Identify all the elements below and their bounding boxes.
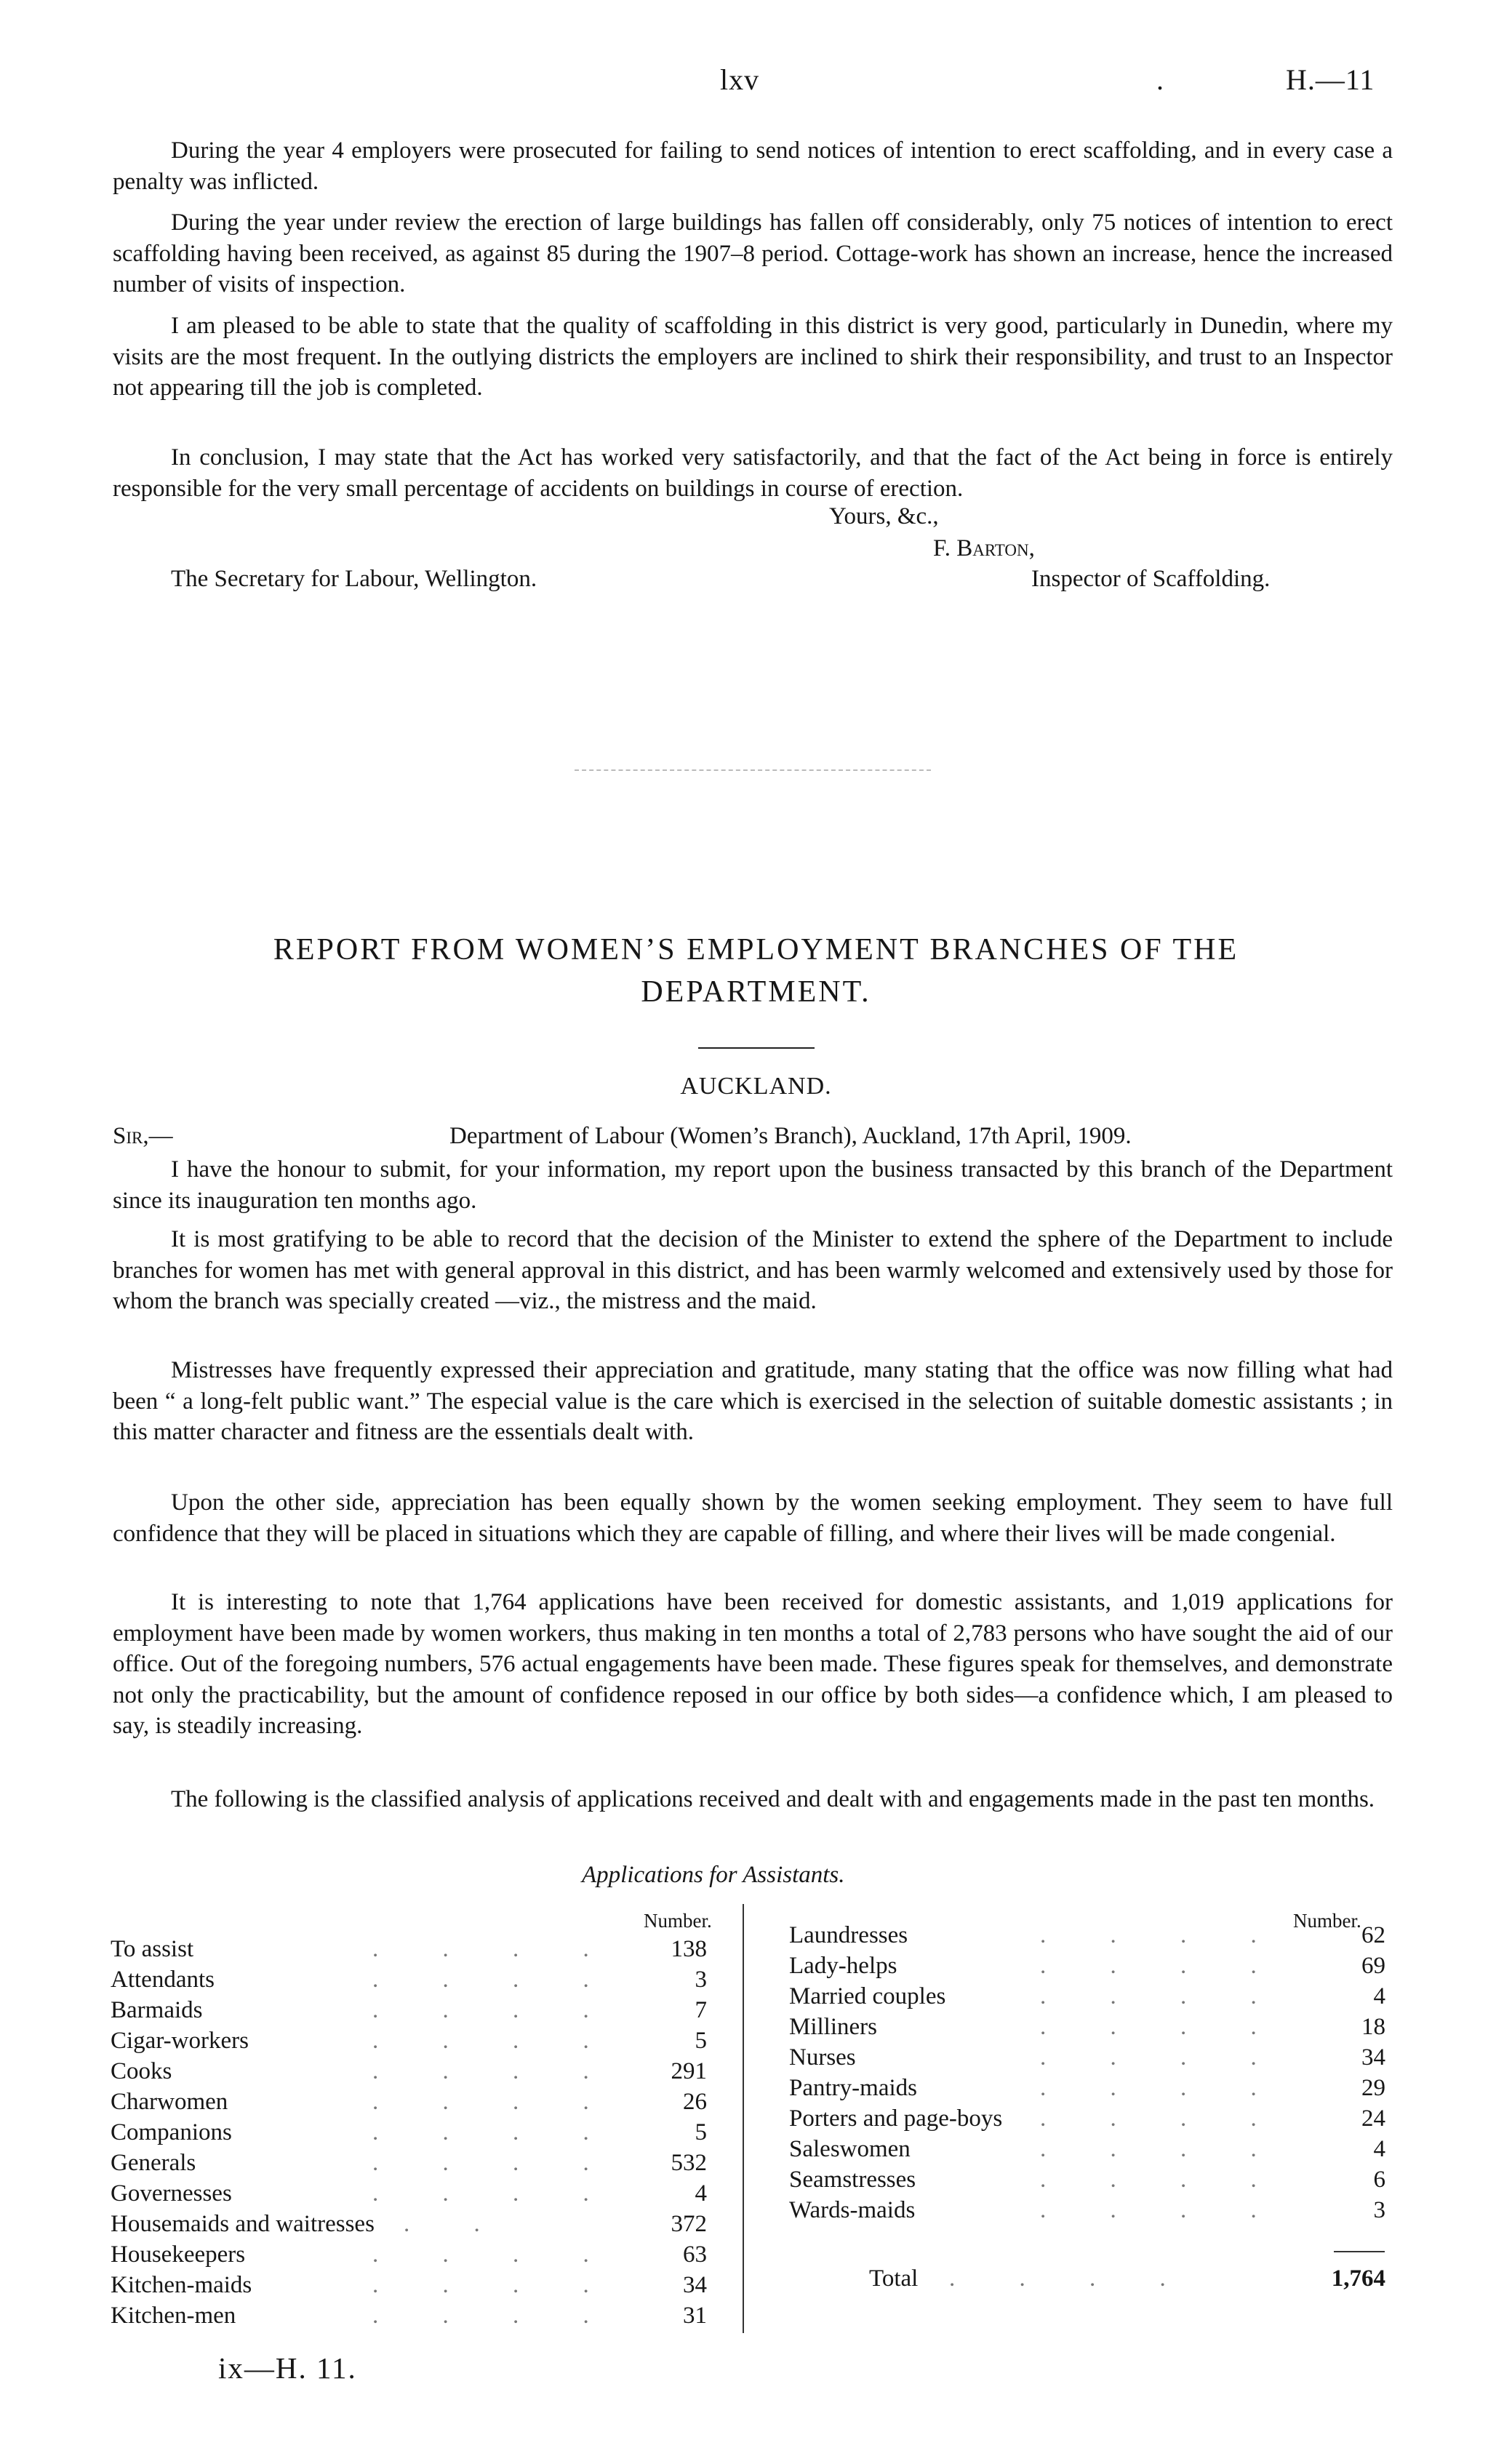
row-label: Governesses xyxy=(111,2180,232,2207)
total-label: Total xyxy=(869,2265,919,2292)
row-label: Kitchen-maids xyxy=(111,2272,252,2298)
report-paragraph: It is most gratifying to be able to record that the decision of the Minister to extend the sphere of the Department to include branches for women has met with general approval in this district, and has been warmly welcomed and extensively used by those for whom the branch was specially created —viz., the mistress and the maid. xyxy=(113,1226,1393,1314)
signatory-title: Inspector of Scaffolding. xyxy=(1031,566,1271,592)
report-paragraph: I have the honour to submit, for your information, my report upon the business transacted by this branch of the Department since its inauguration ten months ago. xyxy=(113,1156,1393,1214)
paper-reference: H.—11 xyxy=(1286,63,1375,96)
report-title-line-1: REPORT FROM WOMEN’S EMPLOYMENT BRANCHES OF THE xyxy=(273,933,1239,967)
table-row xyxy=(111,2025,707,2056)
table-row xyxy=(789,1920,1385,1951)
row-value: 291 xyxy=(671,2058,707,2084)
table-row xyxy=(111,2148,707,2178)
table-row xyxy=(111,2209,707,2239)
row-label: Nurses xyxy=(789,2044,856,2071)
table-caption: Applications for Assistants. xyxy=(582,1862,845,1888)
scaffolding-paragraph: During the year 4 employers were prosecuted for failing to send notices of intention to erect scaffolding, and in every case a penalty was inflicted. xyxy=(113,137,1393,195)
row-label: Saleswomen xyxy=(789,2136,911,2162)
row-value: 63 xyxy=(683,2241,707,2268)
row-value: 31 xyxy=(683,2303,707,2329)
left-number-header: Number. xyxy=(644,1910,712,1932)
row-value: 3 xyxy=(1373,2197,1385,2223)
report-paragraph: Upon the other side, appreciation has been equally shown by the women seeking employment. They seem to have full confidence that they will be placed in situations which they are capable of filling, and where their lives will be made congenial. xyxy=(113,1489,1393,1547)
table-row xyxy=(789,2012,1385,2042)
total-value: 1,764 xyxy=(1331,2265,1385,2292)
table-row xyxy=(789,1981,1385,2012)
report-paragraph: Mistresses have frequently expressed their appreciation and gratitude, many stating that the office was now filling what had been “ a long-felt public want.” The especial value is the care which is exercised in the selection of suitable domestic assistants ; in this matter character and fitness are the essentials dealt with. xyxy=(113,1357,1393,1445)
scaffolding-paragraph: During the year under review the erection of large buildings has fallen off considerably, only 75 notices of intention to erect scaffolding having been received, as against 85 during the 1907–8 period. Cottage-work has shown an increase, hence the increased number of visits of inspection. xyxy=(113,209,1393,297)
table-row xyxy=(111,2270,707,2300)
row-value: 29 xyxy=(1361,2075,1385,2101)
report-title-line-2: DEPARTMENT. xyxy=(641,975,871,1009)
leader-dots: . . . . xyxy=(1040,2167,1286,2193)
table-row xyxy=(789,2134,1385,2164)
page-number: lxv xyxy=(720,63,760,96)
table-row xyxy=(789,2103,1385,2134)
row-label: Laundresses xyxy=(789,1922,908,1948)
addressee: The Secretary for Labour, Wellington. xyxy=(171,566,537,592)
row-value: 5 xyxy=(695,2119,707,2145)
table-row xyxy=(789,2042,1385,2073)
leader-dots: . . . . xyxy=(1040,1953,1286,1979)
row-value: 26 xyxy=(683,2089,707,2115)
leader-dots: . . . . xyxy=(1040,2044,1286,2071)
row-value: 4 xyxy=(695,2180,707,2207)
table-row xyxy=(111,2087,707,2117)
header-dot: . xyxy=(1156,63,1164,96)
row-label: Charwomen xyxy=(111,2089,228,2115)
row-value: 5 xyxy=(695,2028,707,2054)
row-label: Wards-maids xyxy=(789,2197,916,2223)
column-divider xyxy=(743,1904,744,2333)
row-value: 3 xyxy=(695,1967,707,1993)
leader-dots: . . . . xyxy=(1040,2075,1286,2101)
section-heading: AUCKLAND. xyxy=(680,1073,832,1100)
table-row xyxy=(111,1964,707,1995)
row-label: Seamstresses xyxy=(789,2167,916,2193)
leader-dots: . . xyxy=(404,2211,509,2237)
row-label: Porters and page-boys xyxy=(789,2105,1003,2132)
section-divider xyxy=(575,769,931,771)
report-paragraph: It is interesting to note that 1,764 applications have been received for domestic assistants, and 1,019 applications for employment have been made by women workers, thus making in ten months a total of 2,783 persons who have sought the aid of our office. Out of the foregoing numbers, 576 actual engagements have been made. These figures speak for themselves, and demonstrate not only the practicability, but the amount of confidence reposed in our office by both sides—a confidence which, I am pleased to say, is steadily increasing. xyxy=(113,1589,1393,1739)
leader-dots: . . . . xyxy=(372,2180,618,2207)
row-label: To assist xyxy=(111,1936,194,1962)
leader-dots: . . . . xyxy=(1040,1983,1286,2009)
dateline: Department of Labour (Women’s Branch), Auckland, 17th April, 1909. xyxy=(449,1123,1132,1149)
row-label: Pantry-maids xyxy=(789,2075,917,2101)
row-label: Generals xyxy=(111,2150,196,2176)
salutation: Sir,— xyxy=(113,1123,173,1149)
leader-dots: . . . . xyxy=(372,2089,618,2115)
row-label: Married couples xyxy=(789,1983,946,2009)
leader-dots: . . . . xyxy=(372,2272,618,2298)
leader-dots: . . . . xyxy=(372,2303,618,2329)
title-rule xyxy=(698,1047,815,1049)
row-value: 69 xyxy=(1361,1953,1385,1979)
row-value: 4 xyxy=(1373,2136,1385,2162)
row-label: Cigar-workers xyxy=(111,2028,249,2054)
leader-dots: . . . . xyxy=(949,2265,1195,2292)
leader-dots: . . . . xyxy=(1040,2197,1286,2223)
leader-dots: . . . . xyxy=(372,2028,618,2054)
leader-dots: . . . . xyxy=(1040,2136,1286,2162)
signature-mark: ix—H. 11. xyxy=(218,2351,357,2385)
signatory: F. Barton, xyxy=(933,535,1035,561)
row-label: Housekeepers xyxy=(111,2241,246,2268)
table-row xyxy=(111,2117,707,2148)
leader-dots: . . . . xyxy=(372,2119,618,2145)
table-row xyxy=(111,1995,707,2025)
row-value: 4 xyxy=(1373,1983,1385,2009)
row-value: 34 xyxy=(683,2272,707,2298)
leader-dots: . . . . xyxy=(1040,2105,1286,2132)
row-label: Cooks xyxy=(111,2058,172,2084)
leader-dots: . . . . xyxy=(372,1936,618,1962)
row-value: 24 xyxy=(1361,2105,1385,2132)
total-row xyxy=(789,2263,1385,2294)
leader-dots: . . . . xyxy=(372,2241,618,2268)
row-value: 34 xyxy=(1361,2044,1385,2071)
table-row xyxy=(111,2178,707,2209)
table-row xyxy=(789,2073,1385,2103)
row-label: Lady-helps xyxy=(789,1953,897,1979)
table-row xyxy=(111,2239,707,2270)
leader-dots: . . . . xyxy=(372,2058,618,2084)
leader-dots: . . . . xyxy=(1040,1922,1286,1948)
leader-dots: . . . . xyxy=(372,1997,618,2023)
row-value: 62 xyxy=(1361,1922,1385,1948)
table-row xyxy=(789,1951,1385,1981)
total-rule xyxy=(1334,2251,1385,2252)
table-row xyxy=(789,2195,1385,2225)
leader-dots: . . . . xyxy=(1040,2014,1286,2040)
table-row xyxy=(111,1934,707,1964)
table-row xyxy=(789,2164,1385,2195)
leader-dots: . . . . xyxy=(372,2150,618,2176)
row-label: Attendants xyxy=(111,1967,215,1993)
row-value: 18 xyxy=(1361,2014,1385,2040)
scaffolding-paragraph: I am pleased to be able to state that the quality of scaffolding in this district is very good, particularly in Dunedin, where my visits are the most frequent. In the outlying districts the employers are inclined to shirk their responsibility, and trust to an Inspector not appearing till the job is completed. xyxy=(113,313,1393,401)
report-paragraph: The following is the classified analysis of applications received and dealt with and engagements made in the past ten months. xyxy=(171,1786,1375,1812)
row-label: Companions xyxy=(111,2119,232,2145)
row-label: Milliners xyxy=(789,2014,877,2040)
leader-dots: . . . . xyxy=(372,1967,618,1993)
row-value: 372 xyxy=(671,2211,707,2237)
row-value: 138 xyxy=(671,1936,707,1962)
right-number-header: Number. xyxy=(1293,1910,1361,1932)
closing: Yours, &c., xyxy=(829,503,939,529)
row-label: Barmaids xyxy=(111,1997,203,2023)
row-label: Kitchen-men xyxy=(111,2303,236,2329)
row-value: 6 xyxy=(1373,2167,1385,2193)
row-value: 7 xyxy=(695,1997,707,2023)
table-row xyxy=(111,2056,707,2087)
row-label: Housemaids and waitresses xyxy=(111,2211,375,2237)
table-row xyxy=(111,2300,707,2331)
row-value: 532 xyxy=(671,2150,707,2176)
scaffolding-paragraph: In conclusion, I may state that the Act has worked very satisfactorily, and that the fact of the Act being in force is entirely responsible for the very small percentage of accidents on buildings in course of erection. xyxy=(113,444,1393,502)
